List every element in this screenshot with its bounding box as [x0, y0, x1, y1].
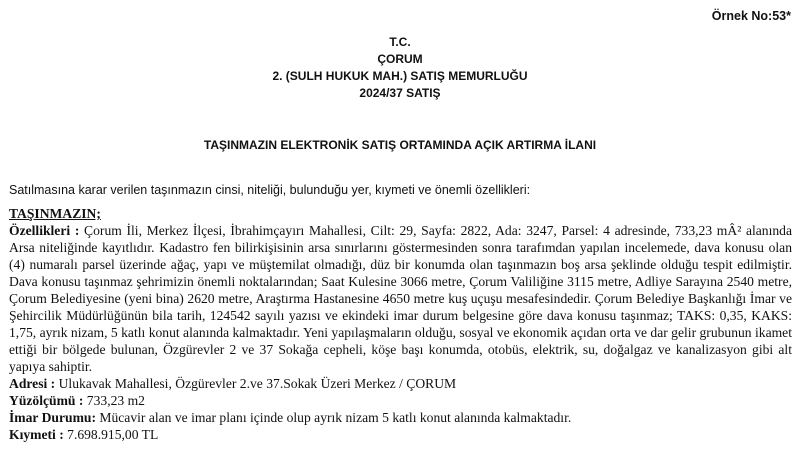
intro-text: Satılmasına karar verilen taşınmazın cinsi, niteliği, bulunduğu yer, kıymeti ve önemli özellikleri: — [9, 183, 531, 197]
features-label: Özellikleri : — [9, 223, 80, 238]
notice-title: TAŞINMAZIN ELEKTRONİK SATIŞ ORTAMINDA AÇIK ARTIRMA İLANI — [203, 138, 597, 152]
header-office: 2. (SULH HUKUK MAH.) SATIŞ MEMURLUĞU — [272, 69, 528, 83]
property-details — [9, 205, 792, 443]
area-value: 733,23 m2 — [86, 393, 145, 408]
address-value: Ulukavak Mahallesi, Özgürevler 2.ve 37.Sokak Üzeri Merkez / ÇORUM — [58, 376, 457, 391]
zoning-label: İmar Durumu: — [9, 410, 96, 425]
value-label: Kıymeti : — [9, 427, 64, 442]
header-city: ÇORUM — [377, 52, 423, 66]
example-number: Örnek No:53* — [711, 9, 791, 23]
section-title: TAŞINMAZIN; — [9, 206, 101, 221]
address-row — [9, 375, 792, 392]
document-header — [0, 34, 800, 102]
zoning-row — [9, 409, 792, 426]
features-paragraph — [9, 222, 792, 375]
header-republic: T.C. — [389, 35, 411, 49]
value-row — [9, 426, 792, 443]
area-row — [9, 392, 792, 409]
header-file-number: 2024/37 SATIŞ — [359, 86, 441, 100]
features-text: Çorum İli, Merkez İlçesi, İbrahimçayırı Mahallesi, Cilt: 29, Sayfa: 2822, Ada: 3247, Parsel: 4 adresinde, 733,23 mÂ² alanında Arsa niteliğinde kayıtlıdır. Kadastro fen bilirkişisinin arsa sınırlarını göstermesinden sonra tarafımdan yapılan incelemede, dava konusu olan (4) numaralı parsel üzerinde ağaç, yapı ve müştemilat olmadığı, düz bir konumda olan taşınmazın boş arsa şeklinde olduğu tespit edilmiştir. Dava konusu taşınmaz şehrimizin önemli noktalarından; Saat Kulesine 3066 metre, Çorum Valiliğine 3115 metre, Adliye Sarayına 2540 metre, Çorum Belediyesine (yeni bina) 2620 metre, Araştırma Hastanesine 4650 metre kuş uçuşu mesafesindedir. Çorum Belediye Başkanlığı İmar ve Şehircilik Müdürlüğünün bila tarih, 124542 sayılı yazısı ve ekindeki imar durum belgesine göre dava konusu taşınmaz; TAKS: 0,35, KAKS: 1,75, ayrık nizam, 5 katlı konut alanında kalmaktadır. Yeni yapılaşmaların olduğu, sosyal ve ekonomik açıdan orta ve dar gelir grubunun ikamet ettiği bir bölgede bulunan, Özgürevler 2 ve 37 Sokağa cepheli, köşe başı konumda, otobüs, elektrik, su, doğalgaz ve kanalizasyon gibi alt yapıya sahiptir. — [9, 223, 792, 374]
area-label: Yüzölçümü : — [9, 393, 84, 408]
zoning-value: Mücavir alan ve imar planı içinde olup ayrık nizam 5 katlı konut alanında kalmaktadır. — [99, 410, 572, 425]
value-amount: 7.698.915,00 TL — [67, 427, 159, 442]
address-label: Adresi : — [9, 376, 56, 391]
